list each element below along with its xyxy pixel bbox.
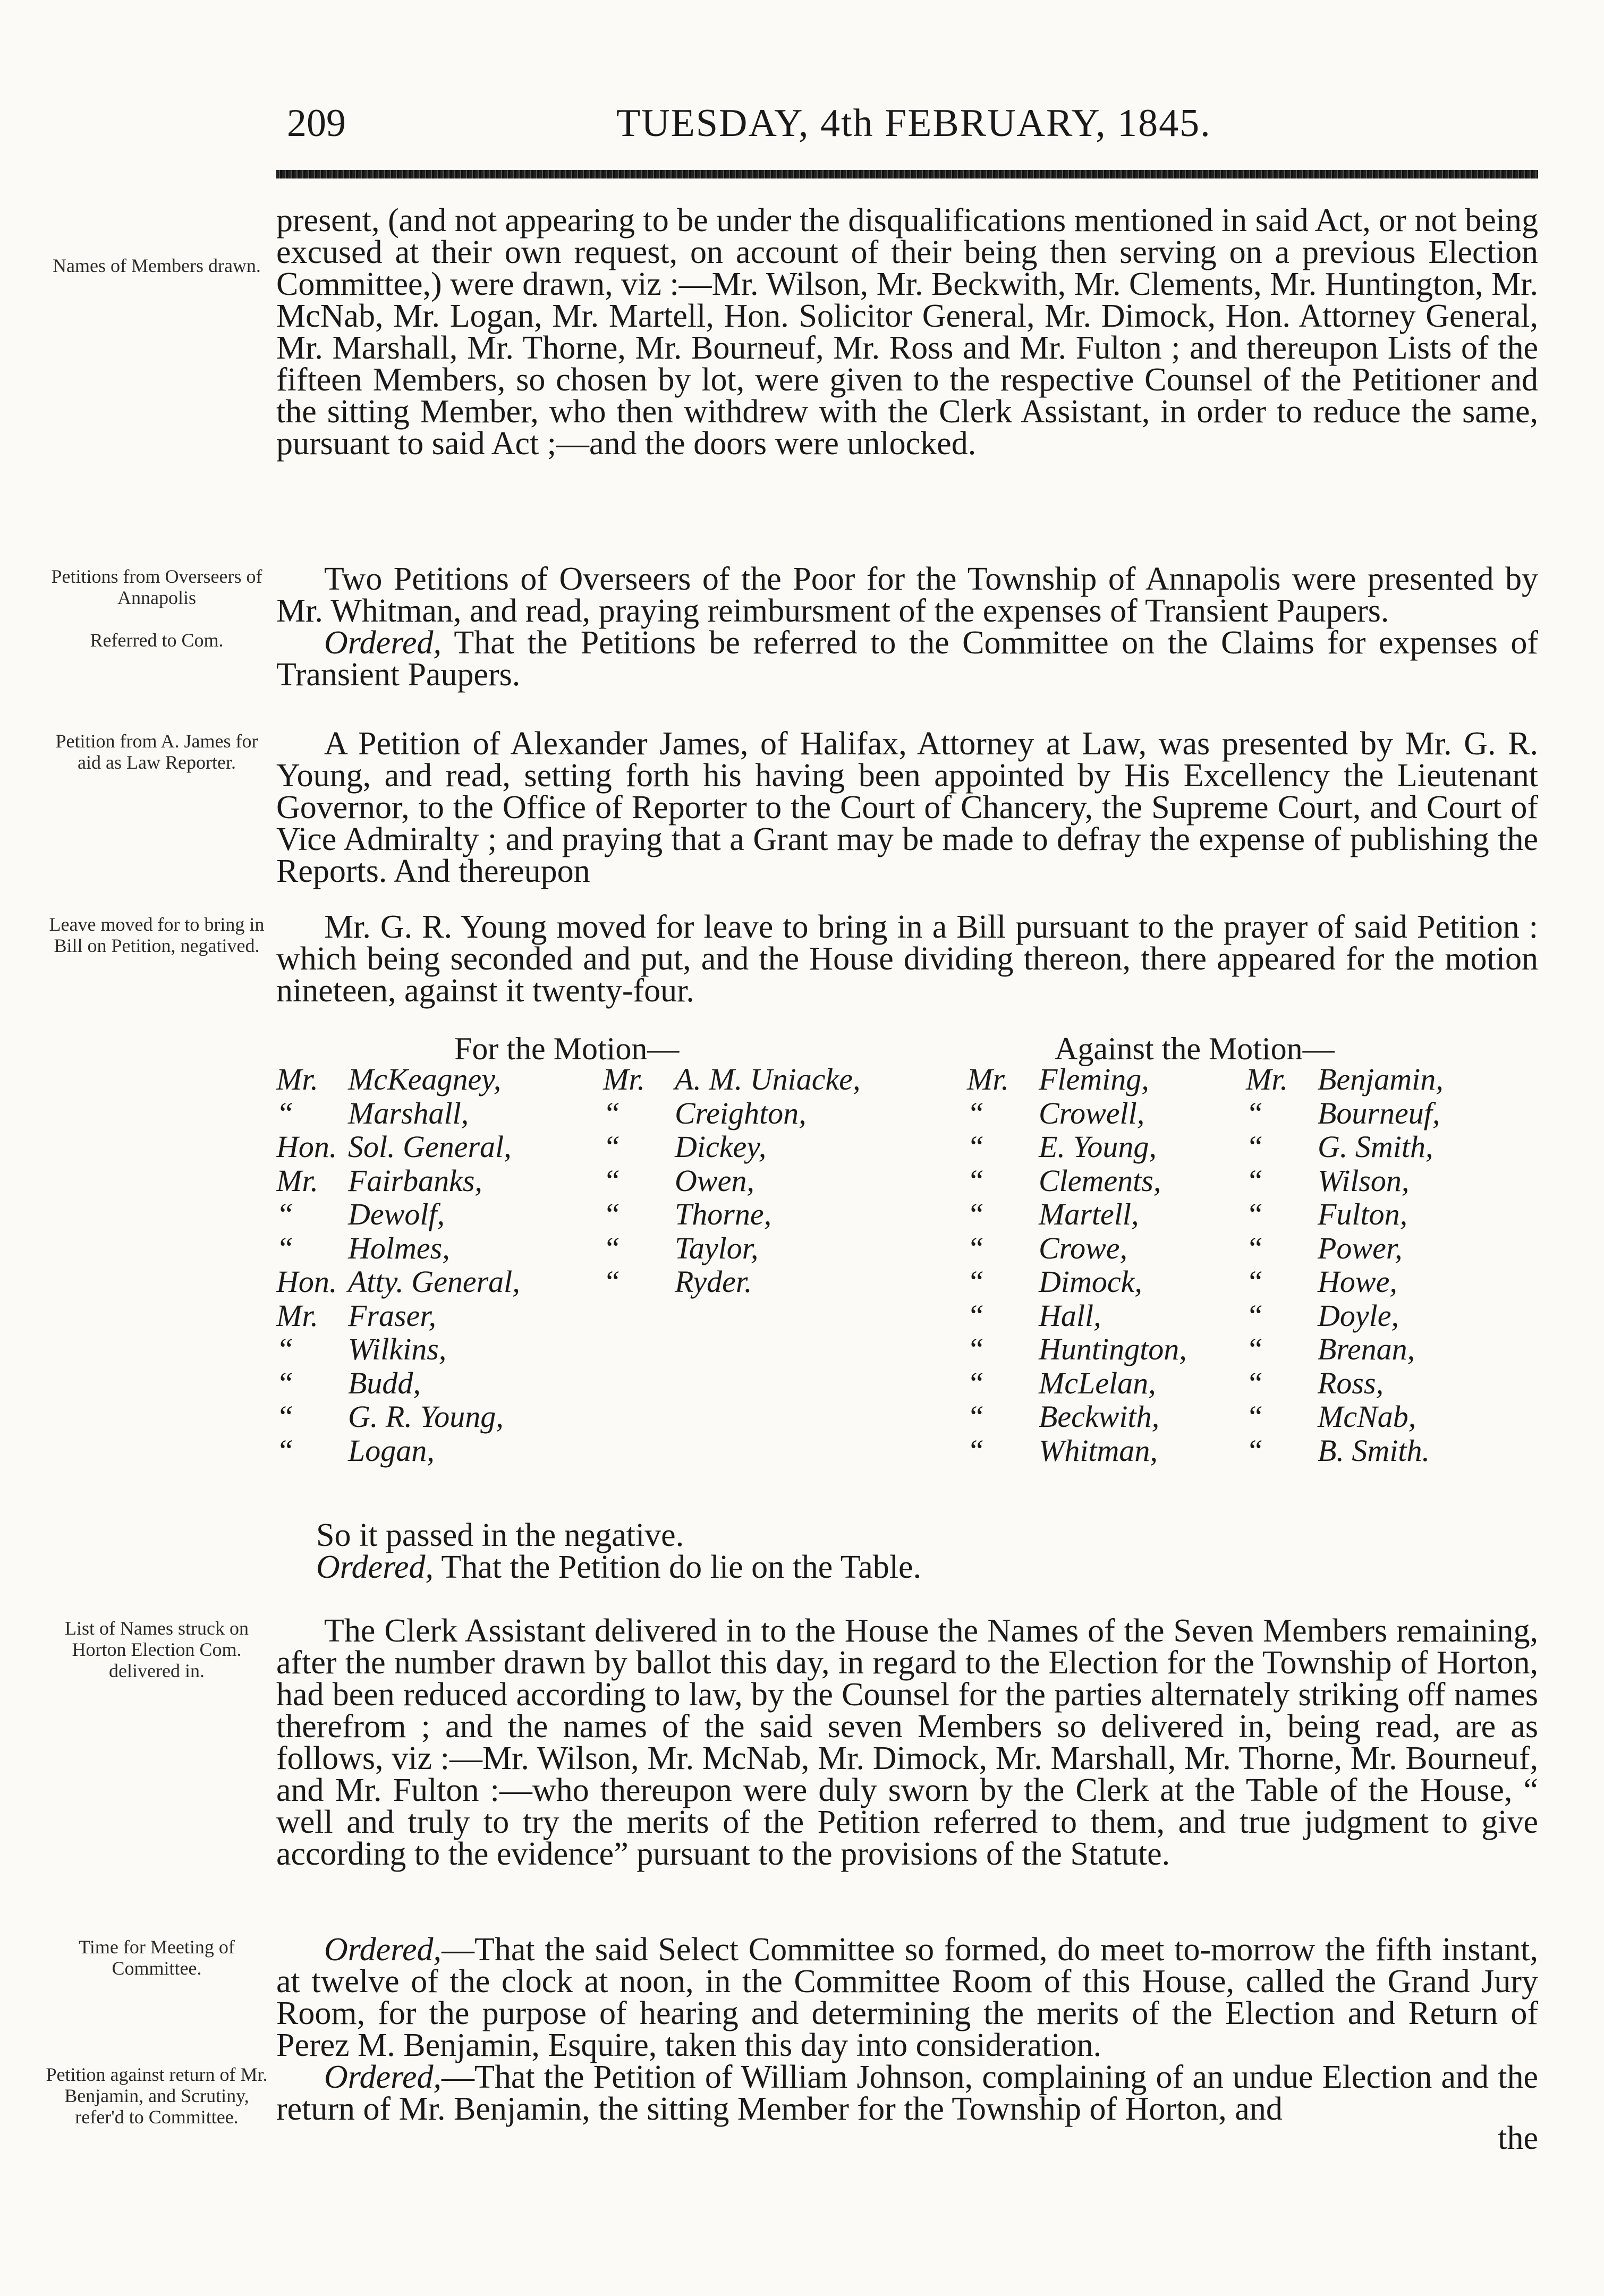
member-entry	[967, 1299, 1187, 1333]
member-prefix: “	[967, 1433, 985, 1468]
paragraph-meeting	[276, 1934, 1538, 2061]
member-prefix: “	[1246, 1230, 1263, 1265]
member-entry	[967, 1164, 1187, 1198]
ordered-label: Ordered,	[324, 2059, 442, 2095]
paragraph-members-drawn: present, (and not appearing to be under the disqualifications mentioned in said Act, or not being excused at their own request, on account of their being then serving on a previous Election Committee,) were drawn, viz :—Mr. Wilson, Mr. Beckwith, Mr. Clements, Mr. Huntington, Mr. McNab, Mr. Logan, Mr. Martell, Hon. Solicitor General, Mr. Dimock, Hon. Attorney General, Mr. Marshall, Mr. Thorne, Mr. Bourneuf, Mr. Ross and Mr. Fulton ; and thereupon Lists of the fifteen Members, so chosen by lot, were given to the respective Counsel of the Petitioner and the sitting Member, who then withdrew with the Clerk Assistant, in order to reduce the same, pursuant to said Act ;—and the doors were unlocked.	[276, 202, 1538, 462]
member-prefix: Mr.	[1246, 1062, 1288, 1096]
member-name: Owen,	[675, 1163, 754, 1198]
member-entry	[1246, 1197, 1444, 1231]
member-prefix: Hon.	[276, 1264, 337, 1299]
running-title: TUESDAY, 4th FEBRUARY, 1845.	[616, 101, 1211, 145]
member-name: Bourneuf,	[1318, 1095, 1440, 1130]
member-name: McKeagney,	[348, 1062, 502, 1096]
member-name: Doyle,	[1318, 1298, 1399, 1333]
member-name: Logan,	[348, 1433, 435, 1468]
header-rule	[276, 170, 1538, 178]
member-entry	[967, 1130, 1187, 1164]
member-entry	[276, 1366, 520, 1400]
member-name: Fairbanks,	[348, 1163, 482, 1198]
member-entry	[276, 1164, 520, 1198]
member-name: Ross,	[1318, 1365, 1384, 1400]
ordered-text: That the Petition do lie on the Table.	[433, 1549, 922, 1585]
member-entry	[1246, 1400, 1444, 1434]
member-prefix: “	[276, 1230, 294, 1265]
member-prefix: “	[1246, 1163, 1263, 1198]
margin-note-meeting: Time for Meeting of Committee.	[79, 1936, 235, 1979]
member-prefix: “	[1246, 1298, 1263, 1333]
member-entry	[1246, 1231, 1444, 1265]
member-entry	[1246, 1265, 1444, 1299]
member-name: Fulton,	[1318, 1197, 1408, 1231]
member-name: Ryder.	[675, 1264, 752, 1299]
member-name: Dewolf,	[348, 1197, 445, 1231]
paragraph-james: A Petition of Alexander James, of Halifax, Attorney at Law, was presented by Mr. G. R. Young, and read, setting forth his having been appointed by His Excellency the Lieutenant Governor, to the Office of Reporter to the Court of Chancery, the Supreme Court, and Court of Vice Admiralty ; and praying that a Grant may be made to defray the expense of publishing the Reports. And thereupon	[276, 726, 1538, 889]
member-name: Atty. General,	[348, 1264, 520, 1299]
member-entry	[603, 1197, 860, 1231]
catchword: the	[1498, 2120, 1538, 2156]
member-entry	[603, 1265, 860, 1299]
paragraph-young-motion: Mr. G. R. Young moved for leave to bring in a Bill pursuant to the prayer of said Petition : which being seconded and put, and the House dividing thereon, there appeared for the motion nineteen, against it twenty-four.	[276, 909, 1538, 1009]
member-entry	[276, 1130, 520, 1164]
member-prefix: “	[276, 1365, 294, 1400]
member-name: G. Smith,	[1318, 1129, 1433, 1164]
member-prefix: “	[276, 1399, 294, 1434]
member-prefix: “	[967, 1399, 985, 1434]
member-name: Crowe,	[1039, 1230, 1128, 1265]
member-prefix: “	[967, 1332, 985, 1366]
member-entry	[967, 1096, 1187, 1130]
against-column-1	[967, 1062, 1187, 1467]
member-entry	[276, 1197, 520, 1231]
margin-note-leave-moved: Leave moved for to bring in Bill on Petition, negatived.	[49, 914, 265, 956]
ordered-label: Ordered,	[324, 1932, 442, 1968]
member-entry	[967, 1332, 1187, 1366]
member-name: Martell,	[1039, 1197, 1139, 1231]
member-name: Crowell,	[1039, 1095, 1145, 1130]
member-prefix: “	[967, 1095, 985, 1130]
member-entry	[1246, 1299, 1444, 1333]
member-name: Holmes,	[348, 1230, 450, 1265]
member-name: G. R. Young,	[348, 1399, 504, 1434]
member-prefix: “	[1246, 1095, 1263, 1130]
member-prefix: “	[967, 1197, 985, 1231]
member-prefix: “	[1246, 1399, 1263, 1434]
member-prefix: “	[603, 1129, 621, 1164]
member-prefix: “	[1246, 1433, 1263, 1468]
member-name: Marshall,	[348, 1095, 469, 1130]
ordered-text: That the Petitions be referred to the Committee on the Claims for expenses of Transient Paupers.	[276, 625, 1538, 693]
paragraph-annapolis: Two Petitions of Overseers of the Poor for the Township of Annapolis were presented by Mr. Whitman, and read, praying reimbursment of the expenses of Transient Paupers.	[276, 561, 1538, 629]
member-entry	[603, 1062, 860, 1096]
member-prefix: “	[276, 1433, 294, 1468]
member-prefix: “	[603, 1230, 621, 1265]
member-name: Thorne,	[675, 1197, 772, 1231]
member-prefix: Mr.	[967, 1062, 1009, 1096]
member-entry	[967, 1400, 1187, 1434]
member-name: B. Smith.	[1318, 1433, 1430, 1468]
petition-against-text: —That the Petition of William Johnson, complaining of an undue Election and the return of Mr. Benjamin, the sitting Member for the Township of Horton, and	[276, 2059, 1538, 2127]
member-entry	[276, 1231, 520, 1265]
margin-note-annapolis: Petitions from Overseers of Annapolis	[51, 566, 262, 608]
member-prefix: “	[967, 1163, 985, 1198]
member-entry	[967, 1434, 1187, 1468]
member-entry	[1246, 1130, 1444, 1164]
against-heading: Against the Motion—	[1055, 1031, 1335, 1066]
member-prefix: “	[1246, 1264, 1263, 1299]
member-name: Huntington,	[1039, 1332, 1187, 1366]
margin-note-referred: Referred to Com.	[90, 630, 224, 651]
member-prefix: “	[967, 1298, 985, 1333]
member-entry	[276, 1096, 520, 1130]
member-entry	[603, 1231, 860, 1265]
division-list	[0, 1031, 1604, 1509]
member-entry	[967, 1265, 1187, 1299]
passed-negative: So it passed in the negative.	[316, 1517, 684, 1553]
member-prefix: “	[967, 1129, 985, 1164]
member-prefix: “	[1246, 1197, 1263, 1231]
margin-note-members-drawn: Names of Members drawn.	[53, 255, 261, 276]
member-entry	[967, 1197, 1187, 1231]
member-name: Whitman,	[1039, 1433, 1158, 1468]
member-name: Fraser,	[348, 1298, 436, 1333]
member-entry	[276, 1434, 520, 1468]
member-prefix: “	[967, 1365, 985, 1400]
for-heading: For the Motion—	[454, 1031, 680, 1066]
member-entry	[967, 1231, 1187, 1265]
ordered-label: Ordered,	[316, 1549, 434, 1585]
member-prefix: “	[603, 1163, 621, 1198]
member-entry	[1246, 1164, 1444, 1198]
page-number: 209	[287, 101, 346, 145]
against-column-2	[1246, 1062, 1444, 1467]
member-prefix: “	[1246, 1332, 1263, 1366]
member-prefix: Mr.	[276, 1062, 318, 1096]
member-name: Hall,	[1039, 1298, 1101, 1333]
member-entry	[1246, 1366, 1444, 1400]
member-entry	[603, 1130, 860, 1164]
member-prefix: “	[603, 1264, 621, 1299]
member-prefix: “	[276, 1095, 294, 1130]
member-name: Clements,	[1039, 1163, 1161, 1198]
member-entry	[276, 1400, 520, 1434]
member-name: Beckwith,	[1039, 1399, 1160, 1434]
margin-note-james: Petition from A. James for aid as Law Reporter.	[55, 730, 258, 773]
member-name: Dimock,	[1039, 1264, 1142, 1299]
member-name: Power,	[1318, 1230, 1403, 1265]
for-column-2	[603, 1062, 860, 1299]
member-entry	[276, 1332, 520, 1366]
margin-note-petition-against: Petition against return of Mr. Benjamin, and Scrutiny, refer'd to Committee.	[46, 2064, 268, 2128]
member-name: E. Young,	[1039, 1129, 1157, 1164]
margin-note-horton-names: List of Names struck on Horton Election Com. delivered in.	[65, 1618, 249, 1681]
member-entry	[603, 1096, 860, 1130]
member-prefix: “	[1246, 1129, 1263, 1164]
member-name: Taylor,	[675, 1230, 759, 1265]
member-entry	[967, 1062, 1187, 1096]
member-entry	[603, 1164, 860, 1198]
paragraph-petition-against	[276, 2061, 1538, 2125]
ordered-lie-on-table	[316, 1551, 1578, 1583]
member-prefix: “	[1246, 1365, 1263, 1400]
member-entry	[276, 1265, 520, 1299]
member-name: Wilson,	[1318, 1163, 1410, 1198]
member-name: Brenan,	[1318, 1332, 1415, 1366]
member-name: Fleming,	[1039, 1062, 1149, 1096]
member-entry	[1246, 1096, 1444, 1130]
member-name: Benjamin,	[1318, 1062, 1444, 1096]
member-entry	[276, 1062, 520, 1096]
paragraph-annapolis-ordered	[276, 627, 1538, 691]
member-entry	[1246, 1062, 1444, 1096]
member-prefix: “	[603, 1095, 621, 1130]
meeting-text: —That the said Select Committee so formed, do meet to-morrow the fifth instant, at twelve of the clock at noon, in the Committee Room of this House, called the Grand Jury Room, for the purpose of hearing and determining the merits of the Election and Return of Perez M. Benjamin, Esquire, taken this day into consideration.	[276, 1932, 1538, 2063]
member-prefix: “	[967, 1230, 985, 1265]
member-name: Dickey,	[675, 1129, 767, 1164]
member-prefix: “	[967, 1264, 985, 1299]
ordered-label: Ordered,	[324, 625, 442, 661]
member-prefix: “	[276, 1332, 294, 1366]
member-name: Sol. General,	[348, 1129, 512, 1164]
member-prefix: Mr.	[276, 1298, 318, 1333]
member-name: Budd,	[348, 1365, 421, 1400]
page-header	[0, 0, 1604, 175]
member-name: Howe,	[1318, 1264, 1397, 1299]
member-name: A. M. Uniacke,	[675, 1062, 861, 1096]
member-entry	[1246, 1434, 1444, 1468]
member-name: McNab,	[1318, 1399, 1416, 1434]
member-name: Creighton,	[675, 1095, 807, 1130]
paragraph-horton-names: The Clerk Assistant delivered in to the House the Names of the Seven Members remaining, after the number drawn by ballot this day, in regard to the Election for the Township of Horton, had been reduced according to law, by the Counsel for the parties alternately striking off names therefrom ; and the names of the said seven Members so delivered in, being read, are as follows, viz :—Mr. Wilson, Mr. McNab, Mr. Dimock, Mr. Marshall, Mr. Thorne, Mr. Bourneuf, and Mr. Fulton :—who thereupon were duly sworn by the Clerk at the Table of the House, “ well and truly to try the merits of the Petition referred to them, and true judgment to give according to the evidence” pursuant to the provisions of the Statute.	[276, 1613, 1538, 1872]
member-prefix: Mr.	[603, 1062, 645, 1096]
member-name: McLelan,	[1039, 1365, 1156, 1400]
member-prefix: Mr.	[276, 1163, 318, 1198]
member-entry	[276, 1299, 520, 1333]
member-entry	[1246, 1332, 1444, 1366]
member-prefix: “	[603, 1197, 621, 1231]
member-prefix: “	[276, 1197, 294, 1231]
for-column-1	[276, 1062, 520, 1467]
member-prefix: Hon.	[276, 1129, 337, 1164]
member-entry	[967, 1366, 1187, 1400]
member-name: Wilkins,	[348, 1332, 447, 1366]
